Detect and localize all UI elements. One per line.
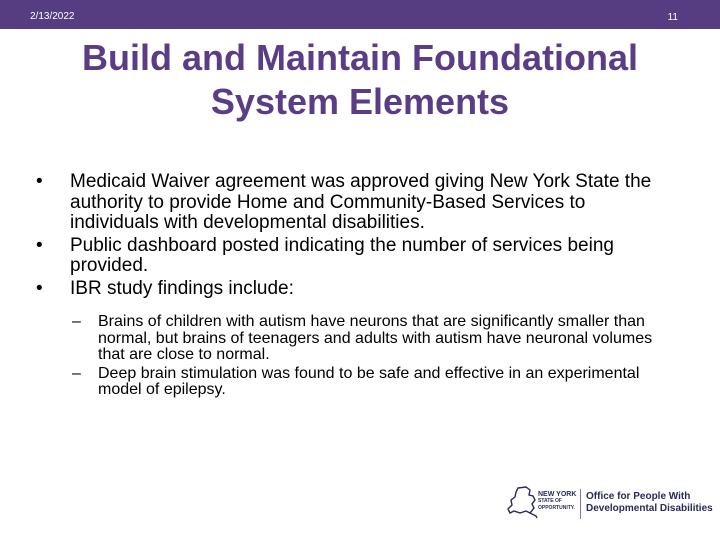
opwdd-wordmark: Office for People With Developmental Disabilities — [586, 491, 713, 514]
slide-date: 2/13/2022 — [30, 11, 75, 22]
bullet-text: Public dashboard posted indicating the number of services being provided. — [70, 234, 614, 276]
sub-bullet-item — [72, 314, 672, 364]
sub-bullet-text: Deep brain stimulation was found to be safe and effective in an experimental model of epilepsy. — [98, 364, 640, 398]
bullet-item — [36, 279, 676, 300]
bullet-text: Medicaid Waiver agreement was approved giving New York State the authority to provide Home and Community-Based Services to individuals with developmental disabilities. — [70, 171, 652, 233]
logo-divider — [580, 489, 581, 519]
bullet-marker: • — [36, 277, 43, 299]
slide-title-line-1: Build and Maintain Foundational — [82, 37, 638, 78]
header-bar — [0, 0, 720, 29]
bullet-marker: • — [36, 171, 43, 192]
bullet-item — [36, 172, 676, 234]
bullet-marker: • — [36, 234, 43, 256]
bullet-text: IBR study findings include: — [70, 277, 294, 299]
new-york-state-map-icon — [506, 486, 538, 520]
sub-bullet-marker: – — [72, 364, 81, 382]
bullet-item — [36, 236, 676, 277]
slide-page-number: 11 — [667, 12, 678, 23]
bullet-list — [36, 172, 676, 301]
nys-wordmark: NEW YORK STATE OF OPPORTUNITY. — [538, 491, 577, 511]
opwdd-logo — [506, 486, 713, 522]
sub-bullet-list — [72, 314, 672, 401]
slide-title — [0, 36, 720, 124]
slide-title-line-2: System Elements — [210, 81, 510, 122]
sub-bullet-text: Brains of children with autism have neurons that are significantly smaller than normal, but brains of teenagers and adults with autism have neuronal volumes that are close to normal. — [98, 313, 653, 363]
sub-bullet-item — [72, 366, 672, 399]
sub-bullet-marker: – — [72, 313, 81, 330]
